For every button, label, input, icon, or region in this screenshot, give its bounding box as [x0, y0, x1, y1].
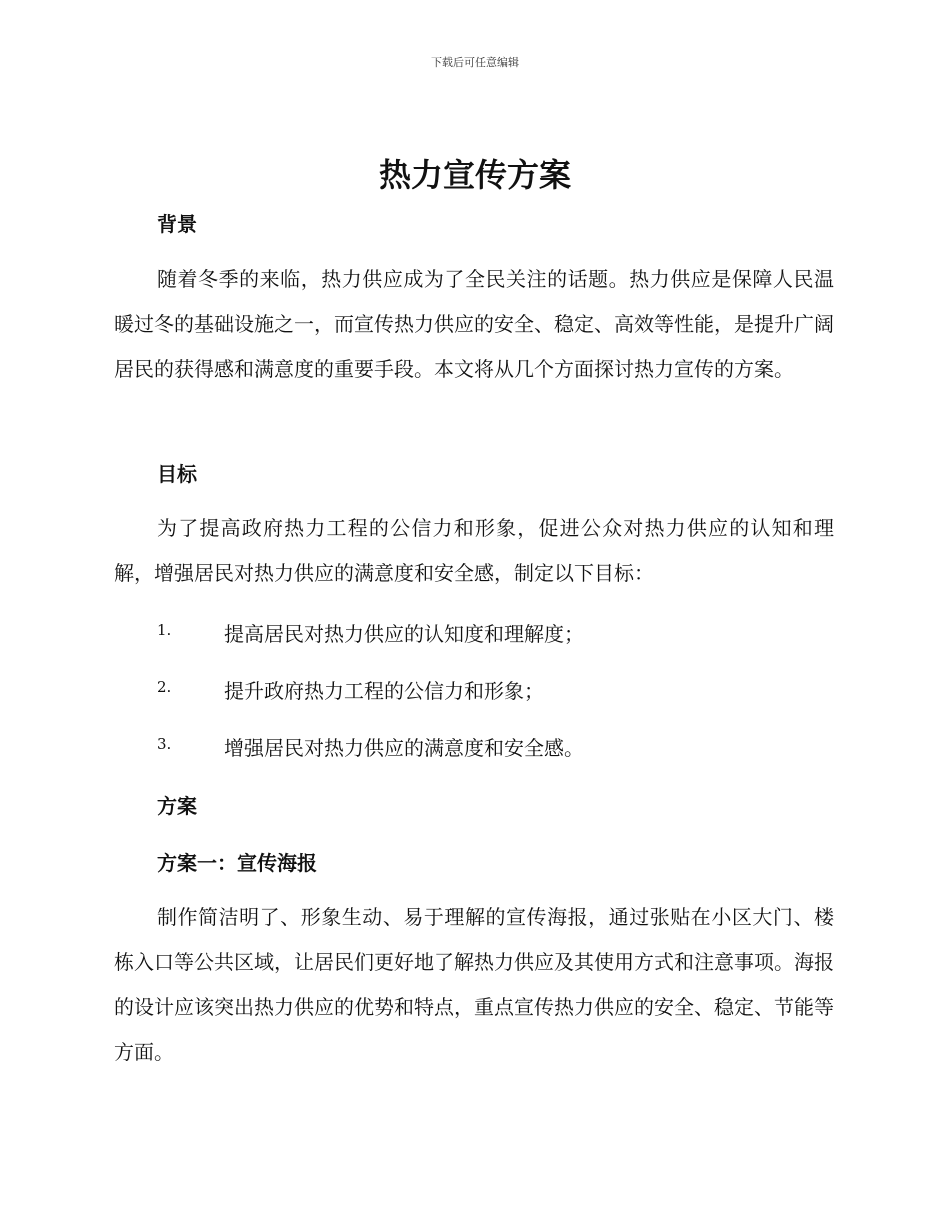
list-item	[157, 732, 837, 762]
heading-background: 背景	[157, 212, 197, 236]
list-number: 2.	[157, 678, 172, 696]
list-item	[157, 618, 837, 648]
paragraph-background: 随着冬季的来临，热力供应成为了全民关注的话题。热力供应是保障人民温暖过冬的基础设施之一，而宣传热力供应的安全、稳定、高效等性能，是提升广阔居民的获得感和满意度的重要手段。本文将从几个方面探讨热力宣传的方案。	[114, 267, 834, 381]
header-note: 下载后可任意编辑	[431, 56, 519, 69]
heading-plan: 方案	[157, 794, 197, 818]
list-text: 增强居民对热力供应的满意度和安全感。	[224, 736, 584, 760]
heading-goals: 目标	[157, 462, 197, 486]
list-number: 3.	[157, 735, 172, 753]
list-item	[157, 675, 837, 705]
list-number: 1.	[157, 621, 172, 639]
paragraph-goals: 为了提高政府热力工程的公信力和形象，促进公众对热力供应的认知和理解，增强居民对热力供应的满意度和安全感，制定以下目标：	[114, 516, 834, 585]
paragraph-plan-one: 制作简洁明了、形象生动、易于理解的宣传海报，通过张贴在小区大门、楼栋入口等公共区域，让居民们更好地了解热力供应及其使用方式和注意事项。海报的设计应该突出热力供应的优势和特点，重点宣传热力供应的安全、稳定、节能等方面。	[114, 905, 834, 1064]
list-text: 提高居民对热力供应的认知度和理解度；	[224, 622, 584, 646]
document-title: 热力宣传方案	[378, 156, 571, 194]
list-text: 提升政府热力工程的公信力和形象；	[224, 679, 544, 703]
heading-plan-one: 方案一：宣传海报	[157, 851, 317, 875]
